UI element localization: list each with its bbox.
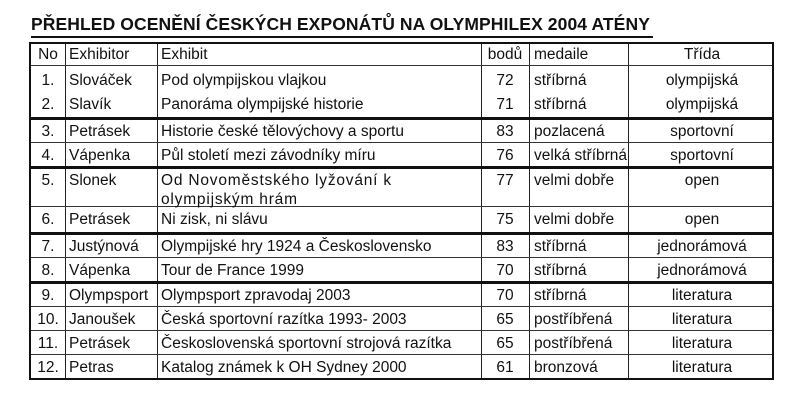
group-divider [31,117,772,120]
row-number: 8. [41,262,55,279]
row-exhibit: Pod olympijskou vlajkou [161,72,327,89]
row-exhibitor: Vápenka [69,147,131,164]
row-points: 77 [496,172,514,189]
row-class: sportovní [670,147,734,164]
row-exhibitor: Slováček [69,72,132,89]
row-number: 12. [37,359,59,376]
row-number: 5. [41,172,55,189]
row-exhibitor: Justýnová [69,238,139,255]
row-class: olympijská [665,72,739,89]
group-divider [31,281,772,284]
row-points: 75 [496,211,514,228]
row-exhibit: Historie české tělovýchovy a sportu [161,123,404,140]
row-points: 72 [496,72,514,89]
row-medal: stříbrná [534,287,587,304]
row-class: literatura [671,359,733,376]
row-class: literatura [671,311,733,328]
row-points: 83 [496,123,514,140]
column-divider [628,44,629,378]
row-class: olympijská [665,96,739,113]
row-class: literatura [671,335,733,352]
row-exhibit: Československá sportovní strojová razítka [161,335,452,352]
row-exhibitor: Janoušek [69,311,136,328]
row-points: 61 [496,359,514,376]
row-exhibit: Půl století mezi závodníky míru [161,147,376,164]
row-exhibit: Od Novoměstského lyžování k olympijským hrám [161,172,392,208]
row-medal: stříbrná [534,262,587,279]
header-exhibit: Exhibit [161,46,208,63]
header-class: Třída [683,46,721,63]
row-class: open [684,172,720,189]
row-divider [31,142,772,143]
row-exhibitor: Petras [69,359,114,376]
row-exhibit: Tour de France 1999 [161,262,305,279]
row-points: 65 [496,335,514,352]
row-medal: stříbrná [534,238,587,255]
row-medal: pozlacená [534,123,605,140]
row-exhibitor: Petrásek [69,335,131,352]
row-number: 1. [41,72,55,89]
group-divider [31,166,772,169]
title-underline [31,36,653,38]
column-divider [65,44,66,378]
row-number: 9. [41,287,55,304]
row-points: 70 [496,262,514,279]
row-points: 83 [496,238,514,255]
row-number: 2. [41,96,55,113]
row-points: 70 [496,287,514,304]
row-points: 65 [496,311,514,328]
row-medal: velmi dobře [534,211,615,228]
row-divider [31,257,772,258]
row-medal: postříbřená [534,311,613,328]
row-class: jednorámová [657,262,747,279]
row-class: sportovní [670,123,734,140]
column-divider [529,44,530,378]
awards-table [29,42,774,380]
row-number: 4. [41,147,55,164]
row-medal: velká stříbrná [534,147,628,164]
row-exhibitor: Vápenka [69,262,131,279]
row-divider [31,330,772,331]
row-medal: velmi dobře [534,172,615,189]
row-class: open [684,211,720,228]
row-number: 10. [37,311,59,328]
row-exhibitor: Slonek [69,172,117,189]
row-medal: postříbřená [534,335,613,352]
row-number: 7. [41,238,55,255]
row-divider [31,306,772,307]
row-exhibitor: Olympsport [69,287,149,304]
row-exhibit: Česká sportovní razítka 1993- 2003 [161,311,407,328]
row-exhibit: Ni zisk, ni slávu [161,211,268,228]
header-no: No [38,46,58,63]
column-divider [481,44,482,378]
row-divider [31,65,772,66]
row-exhibit: Panoráma olympijské historie [161,96,364,113]
row-exhibit: Olympsport zpravodaj 2003 [161,287,351,304]
group-divider [31,232,772,235]
header-exhibitor: Exhibitor [69,46,130,63]
header-points: bodů [487,46,523,63]
row-class: jednorámová [657,238,747,255]
row-number: 6. [41,211,55,228]
row-medal: stříbrná [534,72,587,89]
row-exhibitor: Slavík [69,96,112,113]
row-class: literatura [671,287,733,304]
row-medal: stříbrná [534,96,587,113]
column-divider [157,44,158,378]
row-exhibitor: Petrásek [69,211,131,228]
row-exhibit: Katalog známek k OH Sydney 2000 [161,359,407,376]
page-title: PŘEHLED OCENĚNÍ ČESKÝCH EXPONÁTŮ NA OLYMPHILEX 2004 ATÉNY [31,14,650,34]
row-number: 11. [37,335,59,352]
row-medal: bronzová [534,359,598,376]
row-number: 3. [41,123,55,140]
row-exhibit: Olympijské hry 1924 a Československo [161,238,432,255]
row-points: 76 [496,147,514,164]
row-points: 71 [496,96,514,113]
row-exhibitor: Petrásek [69,123,131,140]
row-divider [31,354,772,355]
header-medal: medaile [534,46,589,63]
